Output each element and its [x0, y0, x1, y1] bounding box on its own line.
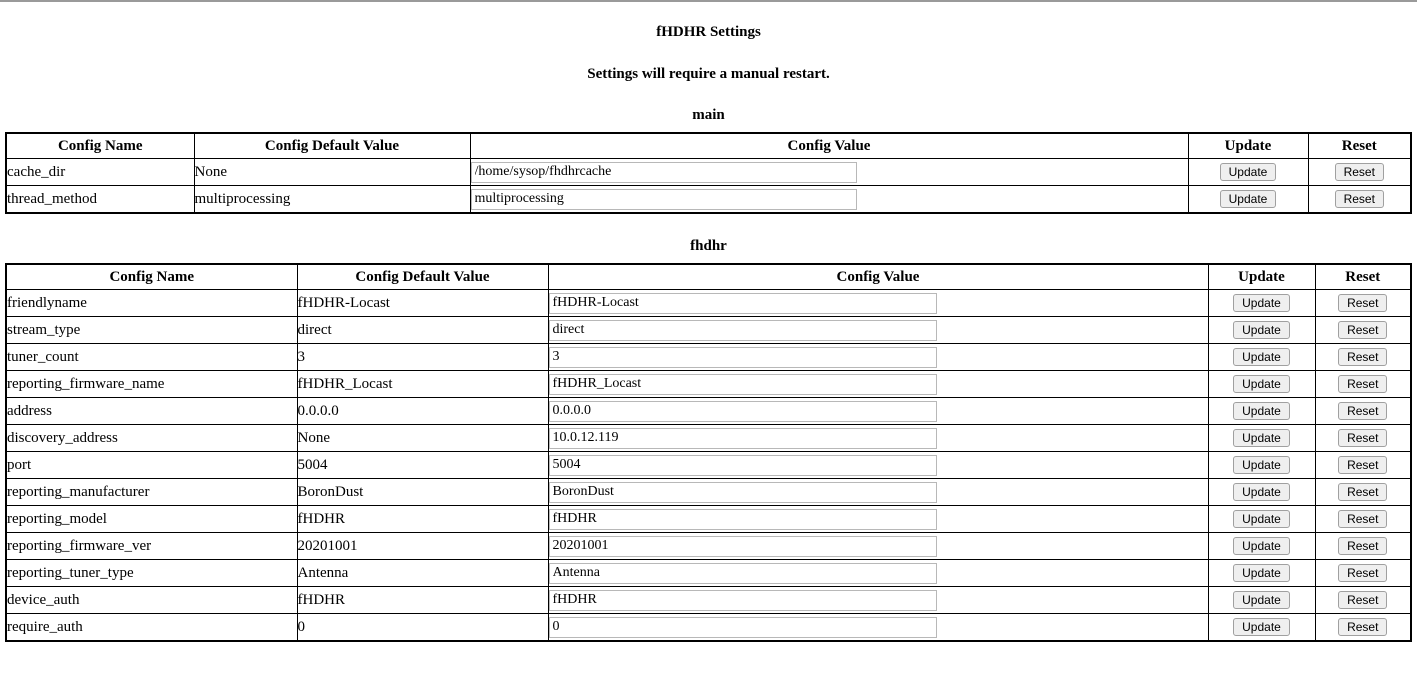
config-value-input[interactable] — [549, 428, 937, 449]
update-button[interactable]: Update — [1233, 483, 1290, 501]
config-name-cell: reporting_firmware_ver — [6, 533, 297, 560]
reset-cell — [1315, 506, 1411, 533]
update-button[interactable]: Update — [1233, 564, 1290, 582]
update-button[interactable]: Update — [1233, 375, 1290, 393]
section-title-fhdhr: fhdhr — [690, 238, 727, 254]
config-default-value-cell: fHDHR — [297, 506, 548, 533]
config-name-cell: cache_dir — [6, 159, 194, 186]
update-cell — [1188, 159, 1308, 186]
config-value-input[interactable] — [549, 509, 937, 530]
config-default-value-cell: fHDHR_Locast — [297, 371, 548, 398]
config-value-cell — [548, 560, 1208, 587]
config-value-input[interactable] — [549, 482, 937, 503]
header-config-default-value: Config Default Value — [297, 264, 548, 290]
config-value-input[interactable] — [471, 189, 857, 210]
header-config-name: Config Name — [6, 264, 297, 290]
reset-cell — [1315, 317, 1411, 344]
config-value-input[interactable] — [549, 293, 937, 314]
config-value-input[interactable] — [549, 617, 937, 638]
config-default-value-cell: 20201001 — [297, 533, 548, 560]
table-row — [6, 159, 1411, 186]
table-row — [6, 290, 1411, 317]
table-row — [6, 560, 1411, 587]
reset-button[interactable]: Reset — [1338, 510, 1387, 528]
reset-button[interactable]: Reset — [1338, 402, 1387, 420]
config-value-input[interactable] — [549, 347, 937, 368]
config-default-value-cell: 3 — [297, 344, 548, 371]
update-button[interactable]: Update — [1233, 294, 1290, 312]
update-cell — [1208, 317, 1315, 344]
reset-button[interactable]: Reset — [1338, 429, 1387, 447]
config-value-cell — [548, 587, 1208, 614]
page-title: fHDHR Settings — [656, 24, 761, 40]
table-row — [6, 587, 1411, 614]
reset-cell — [1315, 614, 1411, 642]
update-cell — [1208, 425, 1315, 452]
settings-table-fhdhr — [5, 263, 1412, 642]
header-reset: Reset — [1308, 133, 1411, 159]
config-value-input[interactable] — [549, 401, 937, 422]
update-button[interactable]: Update — [1233, 537, 1290, 555]
reset-cell — [1315, 587, 1411, 614]
config-value-cell — [548, 290, 1208, 317]
config-default-value-cell: Antenna — [297, 560, 548, 587]
table-row — [6, 371, 1411, 398]
reset-cell — [1308, 186, 1411, 214]
config-default-value-cell: None — [297, 425, 548, 452]
config-value-cell — [548, 344, 1208, 371]
update-button[interactable]: Update — [1233, 618, 1290, 636]
update-cell — [1208, 560, 1315, 587]
reset-cell — [1315, 479, 1411, 506]
config-default-value-cell: 5004 — [297, 452, 548, 479]
config-default-value-cell: multiprocessing — [194, 186, 470, 214]
update-button[interactable]: Update — [1233, 456, 1290, 474]
config-value-cell — [470, 159, 1188, 186]
update-button[interactable]: Update — [1220, 190, 1277, 208]
config-name-cell: reporting_manufacturer — [6, 479, 297, 506]
header-config-value: Config Value — [470, 133, 1188, 159]
config-value-cell — [548, 506, 1208, 533]
update-cell — [1208, 344, 1315, 371]
reset-cell — [1315, 344, 1411, 371]
config-value-input[interactable] — [471, 162, 857, 183]
config-name-cell: discovery_address — [6, 425, 297, 452]
config-default-value-cell: fHDHR-Locast — [297, 290, 548, 317]
section-title-main: main — [692, 107, 725, 123]
config-value-input[interactable] — [549, 374, 937, 395]
config-name-cell: thread_method — [6, 186, 194, 214]
header-config-name: Config Name — [6, 133, 194, 159]
config-value-cell — [548, 398, 1208, 425]
table-row — [6, 186, 1411, 214]
config-value-cell — [470, 186, 1188, 214]
header-reset: Reset — [1315, 264, 1411, 290]
update-cell — [1208, 398, 1315, 425]
config-value-cell — [548, 425, 1208, 452]
reset-cell — [1308, 159, 1411, 186]
update-cell — [1208, 479, 1315, 506]
update-button[interactable]: Update — [1233, 402, 1290, 420]
header-update: Update — [1208, 264, 1315, 290]
table-row — [6, 452, 1411, 479]
reset-button[interactable]: Reset — [1338, 348, 1387, 366]
config-value-cell — [548, 371, 1208, 398]
table-row — [6, 506, 1411, 533]
settings-table-main — [5, 132, 1412, 214]
reset-cell — [1315, 452, 1411, 479]
update-button[interactable]: Update — [1233, 429, 1290, 447]
config-value-input[interactable] — [549, 455, 937, 476]
update-button[interactable]: Update — [1220, 163, 1277, 181]
update-button[interactable]: Update — [1233, 348, 1290, 366]
config-value-input[interactable] — [549, 563, 937, 584]
header-update: Update — [1188, 133, 1308, 159]
table-row — [6, 344, 1411, 371]
reset-button[interactable]: Reset — [1338, 483, 1387, 501]
reset-button[interactable]: Reset — [1338, 456, 1387, 474]
update-cell — [1188, 186, 1308, 214]
config-default-value-cell: BoronDust — [297, 479, 548, 506]
config-value-input[interactable] — [549, 320, 937, 341]
config-name-cell: port — [6, 452, 297, 479]
config-default-value-cell: 0 — [297, 614, 548, 642]
table-row — [6, 533, 1411, 560]
update-cell — [1208, 533, 1315, 560]
update-cell — [1208, 614, 1315, 642]
reset-cell — [1315, 398, 1411, 425]
update-cell — [1208, 290, 1315, 317]
config-name-cell: tuner_count — [6, 344, 297, 371]
table-row — [6, 425, 1411, 452]
reset-button[interactable]: Reset — [1338, 294, 1387, 312]
update-cell — [1208, 587, 1315, 614]
config-name-cell: reporting_model — [6, 506, 297, 533]
table-row — [6, 614, 1411, 642]
config-name-cell: stream_type — [6, 317, 297, 344]
config-value-cell — [548, 479, 1208, 506]
table-header-row — [6, 133, 1411, 159]
header-config-default-value: Config Default Value — [194, 133, 470, 159]
reset-cell — [1315, 371, 1411, 398]
config-name-cell: reporting_tuner_type — [6, 560, 297, 587]
update-cell — [1208, 452, 1315, 479]
table-row — [6, 479, 1411, 506]
config-name-cell: require_auth — [6, 614, 297, 642]
update-button[interactable]: Update — [1233, 510, 1290, 528]
config-value-cell — [548, 317, 1208, 344]
config-value-input[interactable] — [549, 536, 937, 557]
update-button[interactable]: Update — [1233, 321, 1290, 339]
config-value-input[interactable] — [549, 590, 937, 611]
update-cell — [1208, 371, 1315, 398]
reset-cell — [1315, 425, 1411, 452]
config-default-value-cell: 0.0.0.0 — [297, 398, 548, 425]
config-name-cell: device_auth — [6, 587, 297, 614]
reset-button[interactable]: Reset — [1335, 190, 1384, 208]
reset-button[interactable]: Reset — [1338, 591, 1387, 609]
table-row — [6, 317, 1411, 344]
config-default-value-cell: direct — [297, 317, 548, 344]
reset-button[interactable]: Reset — [1338, 321, 1387, 339]
config-value-cell — [548, 452, 1208, 479]
config-name-cell: reporting_firmware_name — [6, 371, 297, 398]
table-header-row — [6, 264, 1411, 290]
top-divider — [0, 0, 1417, 2]
config-value-cell — [548, 614, 1208, 642]
config-name-cell: friendlyname — [6, 290, 297, 317]
table-row — [6, 398, 1411, 425]
config-default-value-cell: fHDHR — [297, 587, 548, 614]
update-button[interactable]: Update — [1233, 591, 1290, 609]
page-subtitle: Settings will require a manual restart. — [587, 66, 830, 82]
config-default-value-cell: None — [194, 159, 470, 186]
config-name-cell: address — [6, 398, 297, 425]
update-cell — [1208, 506, 1315, 533]
reset-cell — [1315, 533, 1411, 560]
reset-button[interactable]: Reset — [1338, 537, 1387, 555]
header-config-value: Config Value — [548, 264, 1208, 290]
reset-cell — [1315, 560, 1411, 587]
config-value-cell — [548, 533, 1208, 560]
reset-cell — [1315, 290, 1411, 317]
reset-button[interactable]: Reset — [1338, 375, 1387, 393]
reset-button[interactable]: Reset — [1338, 618, 1387, 636]
reset-button[interactable]: Reset — [1335, 163, 1384, 181]
reset-button[interactable]: Reset — [1338, 564, 1387, 582]
